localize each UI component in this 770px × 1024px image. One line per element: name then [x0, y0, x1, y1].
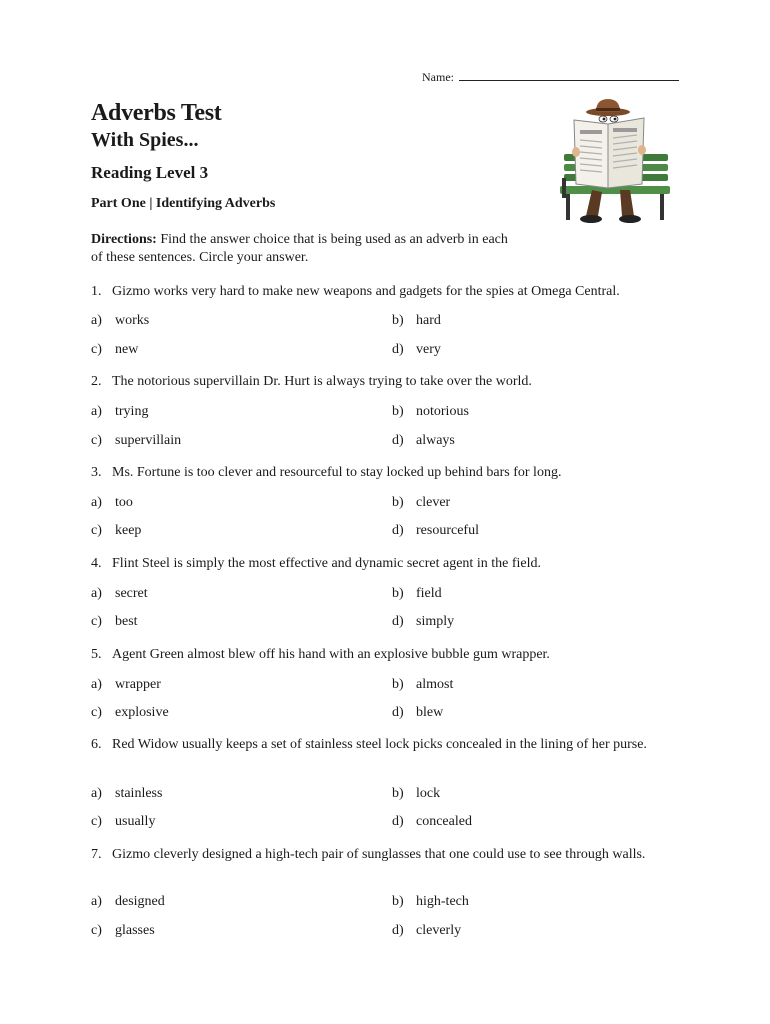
option-text: blew — [416, 705, 444, 720]
option-text: resourceful — [416, 523, 479, 538]
option-letter: b) — [392, 586, 404, 601]
q7-option-d[interactable] — [392, 922, 461, 940]
option-letter: b) — [392, 404, 404, 419]
q1-option-a[interactable] — [91, 312, 149, 330]
question-1 — [91, 283, 672, 301]
option-letter: c) — [91, 342, 102, 357]
option-text: concealed — [416, 814, 472, 829]
option-text: always — [416, 433, 455, 448]
question-6 — [91, 736, 672, 754]
q6-option-a[interactable] — [91, 785, 162, 803]
question-number: 7. — [91, 847, 102, 862]
option-letter: a) — [91, 404, 102, 419]
option-letter: a) — [91, 894, 102, 909]
option-text: clever — [416, 495, 451, 510]
q2-option-d[interactable] — [392, 432, 455, 450]
option-text: secret — [115, 586, 148, 601]
q2-option-a[interactable] — [91, 403, 148, 421]
q6-option-c[interactable] — [91, 813, 155, 831]
q1-option-b[interactable] — [392, 312, 441, 330]
question-number: 6. — [91, 737, 102, 752]
option-letter: c) — [91, 433, 102, 448]
option-letter: a) — [91, 677, 102, 692]
option-text: very — [416, 342, 441, 357]
option-letter: c) — [91, 523, 102, 538]
page-subtitle: With Spies... — [91, 129, 199, 151]
option-text: almost — [416, 677, 454, 692]
option-letter: b) — [392, 495, 404, 510]
q7-option-a[interactable] — [91, 893, 165, 911]
question-text: Gizmo works very hard to make new weapons and gadgets for the spies at Omega Central. — [112, 284, 620, 299]
q5-option-c[interactable] — [91, 704, 169, 722]
option-text: cleverly — [416, 923, 462, 938]
name-blank-line[interactable] — [459, 70, 679, 81]
question-text: Flint Steel is simply the most effective and dynamic secret agent in the field. — [112, 556, 541, 571]
option-text: supervillain — [115, 433, 182, 448]
question-2 — [91, 373, 672, 391]
question-3 — [91, 464, 672, 482]
question-text: Red Widow usually keeps a set of stainless steel lock picks concealed in the lining of her purse. — [112, 737, 647, 752]
option-text: simply — [416, 614, 455, 629]
q5-option-b[interactable] — [392, 676, 453, 694]
question-4 — [91, 555, 672, 573]
q4-option-d[interactable] — [392, 613, 454, 631]
option-letter: c) — [91, 705, 102, 720]
q4-option-c[interactable] — [91, 613, 138, 631]
option-letter: d) — [392, 433, 404, 448]
option-letter: b) — [392, 677, 404, 692]
option-text: works — [115, 313, 150, 328]
option-letter: b) — [392, 894, 404, 909]
option-letter: d) — [392, 705, 404, 720]
question-number: 3. — [91, 465, 102, 480]
q6-option-b[interactable] — [392, 785, 440, 803]
option-letter: d) — [392, 923, 404, 938]
option-letter: a) — [91, 786, 102, 801]
option-text: glasses — [115, 923, 155, 938]
directions-label: Directions: — [91, 232, 157, 247]
q4-option-a[interactable] — [91, 585, 148, 603]
option-text: best — [115, 614, 138, 629]
question-number: 1. — [91, 284, 102, 299]
q2-option-c[interactable] — [91, 432, 181, 450]
hat-icon — [586, 99, 630, 116]
option-text: too — [115, 495, 133, 510]
q3-option-a[interactable] — [91, 494, 133, 512]
page-title: Adverbs Test — [91, 100, 222, 126]
option-letter: a) — [91, 586, 102, 601]
name-field[interactable] — [422, 70, 679, 85]
option-letter: a) — [91, 495, 102, 510]
question-text: The notorious supervillain Dr. Hurt is always trying to take over the world. — [112, 374, 532, 389]
q7-option-b[interactable] — [392, 893, 469, 911]
spy-illustration — [556, 98, 672, 228]
option-text: designed — [115, 894, 165, 909]
option-letter: c) — [91, 923, 102, 938]
question-text: Gizmo cleverly designed a high-tech pair of sunglasses that one could use to see through walls. — [112, 847, 646, 862]
option-letter: d) — [392, 814, 404, 829]
directions — [91, 231, 521, 267]
option-text: explosive — [115, 705, 169, 720]
option-text: usually — [115, 814, 156, 829]
option-letter: d) — [392, 523, 404, 538]
option-text: hard — [416, 313, 441, 328]
directions-text: Find the answer choice that is being used as an adverb in each of these sentences. Circle your answer. — [91, 232, 508, 265]
q4-option-b[interactable] — [392, 585, 442, 603]
q1-option-c[interactable] — [91, 341, 138, 359]
option-text: keep — [115, 523, 142, 538]
question-text: Ms. Fortune is too clever and resourceful to stay locked up behind bars for long. — [112, 465, 562, 480]
question-number: 2. — [91, 374, 102, 389]
option-text: stainless — [115, 786, 163, 801]
option-text: notorious — [416, 404, 469, 419]
question-text: Agent Green almost blew off his hand with an explosive bubble gum wrapper. — [112, 647, 550, 662]
q1-option-d[interactable] — [392, 341, 441, 359]
option-text: field — [416, 586, 442, 601]
question-number: 4. — [91, 556, 102, 571]
option-letter: c) — [91, 614, 102, 629]
q3-option-b[interactable] — [392, 494, 450, 512]
question-number: 5. — [91, 647, 102, 662]
option-letter: d) — [392, 614, 404, 629]
q2-option-b[interactable] — [392, 403, 469, 421]
q3-option-d[interactable] — [392, 522, 479, 540]
q6-option-d[interactable] — [392, 813, 472, 831]
option-letter: d) — [392, 342, 404, 357]
option-letter: b) — [392, 786, 404, 801]
option-text: lock — [416, 786, 441, 801]
option-text: high-tech — [416, 894, 469, 909]
q5-option-a[interactable] — [91, 676, 161, 694]
reading-level: Reading Level 3 — [91, 163, 209, 182]
newspaper-icon — [574, 118, 644, 188]
q3-option-c[interactable] — [91, 522, 141, 540]
option-letter: c) — [91, 814, 102, 829]
option-text: trying — [115, 404, 149, 419]
option-letter: b) — [392, 313, 404, 328]
section-heading: Part One | Identifying Adverbs — [91, 196, 276, 211]
option-text: wrapper — [115, 677, 161, 692]
name-label: Name: — [422, 70, 454, 84]
question-7 — [91, 846, 672, 864]
question-5 — [91, 646, 672, 664]
q7-option-c[interactable] — [91, 922, 155, 940]
option-letter: a) — [91, 313, 102, 328]
option-text: new — [115, 342, 139, 357]
q5-option-d[interactable] — [392, 704, 443, 722]
